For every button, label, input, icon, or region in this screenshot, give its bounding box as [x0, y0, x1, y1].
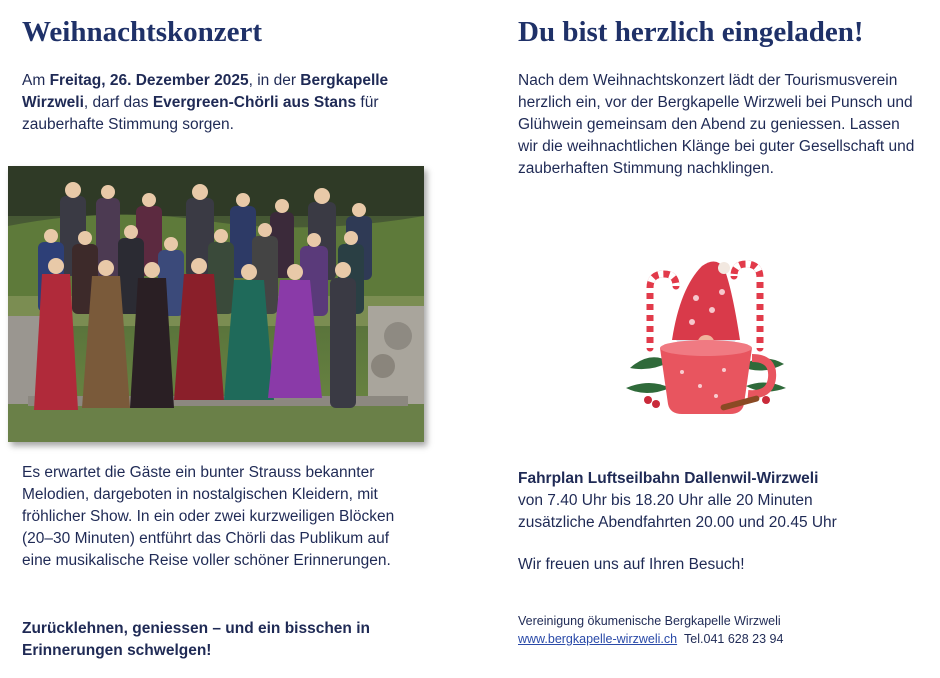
choir-group-photo — [8, 166, 424, 442]
choir-name: Evergreen-Chörli aus Stans — [152, 94, 357, 111]
concert-title: Weihnachtskonzert — [22, 16, 263, 48]
concert-venue: Bergkapelle Wirzweli — [22, 72, 389, 111]
intro-paragraph — [22, 70, 422, 136]
intro-text: Am — [22, 72, 50, 89]
invitation-title: Du bist herzlich eingeladen! — [518, 16, 864, 48]
timetable-line-regular: von 7.40 Uhr bis 18.20 Uhr alle 20 Minuten — [518, 492, 813, 509]
intro-text: , darf das — [83, 94, 153, 111]
organizer-footer — [518, 612, 783, 648]
program-paragraph: Es erwartet die Gäste ein bunter Strauss bekannter Melodien, dargeboten in nostalgischen Kleidern, mit fröhlicher Show. In ein oder zwei kurzweiligen Blöcken (20–30 Minuten) entführt das Chörli das Publikum auf eine musikalische Reise voller schöner Erinnerungen. — [22, 464, 395, 569]
website-link[interactable]: www.bergkapelle-wirzweli.ch — [518, 632, 678, 646]
intro-text: für zauberhafte Stimmung sorgen. — [22, 94, 379, 133]
organizer-name: Vereinigung ökumenische Bergkapelle Wirzweli — [518, 614, 781, 628]
closing-line: Zurücklehnen, geniessen – und ein bisschen in Erinnerungen schwelgen! — [22, 620, 370, 659]
concert-date: Freitag, 26. Dezember 2025 — [49, 72, 249, 89]
timetable-line-evening: zusätzliche Abendfahrten 20.00 und 20.45 Uhr — [518, 514, 837, 531]
phone-number: Tel.041 628 23 94 — [684, 632, 784, 646]
christmas-gnome-illustration — [620, 248, 790, 418]
cable-car-timetable — [518, 468, 918, 534]
invitation-paragraph: Nach dem Weihnachtskonzert lädt der Tourismusverein herzlich ein, vor der Bergkapelle Wirzweli bei Punsch und Glühwein gemeinsam den Abend zu geniessen. Lassen wir die weihnachtlichen Klänge bei guter Gesellschaft und zauberhaften Stimmung nachklingen. — [518, 72, 915, 177]
intro-text: , in der — [248, 72, 301, 89]
timetable-title: Fahrplan Luftseilbahn Dallenwil-Wirzweli — [518, 470, 819, 487]
see-you-line: Wir freuen uns auf Ihren Besuch! — [518, 556, 745, 573]
